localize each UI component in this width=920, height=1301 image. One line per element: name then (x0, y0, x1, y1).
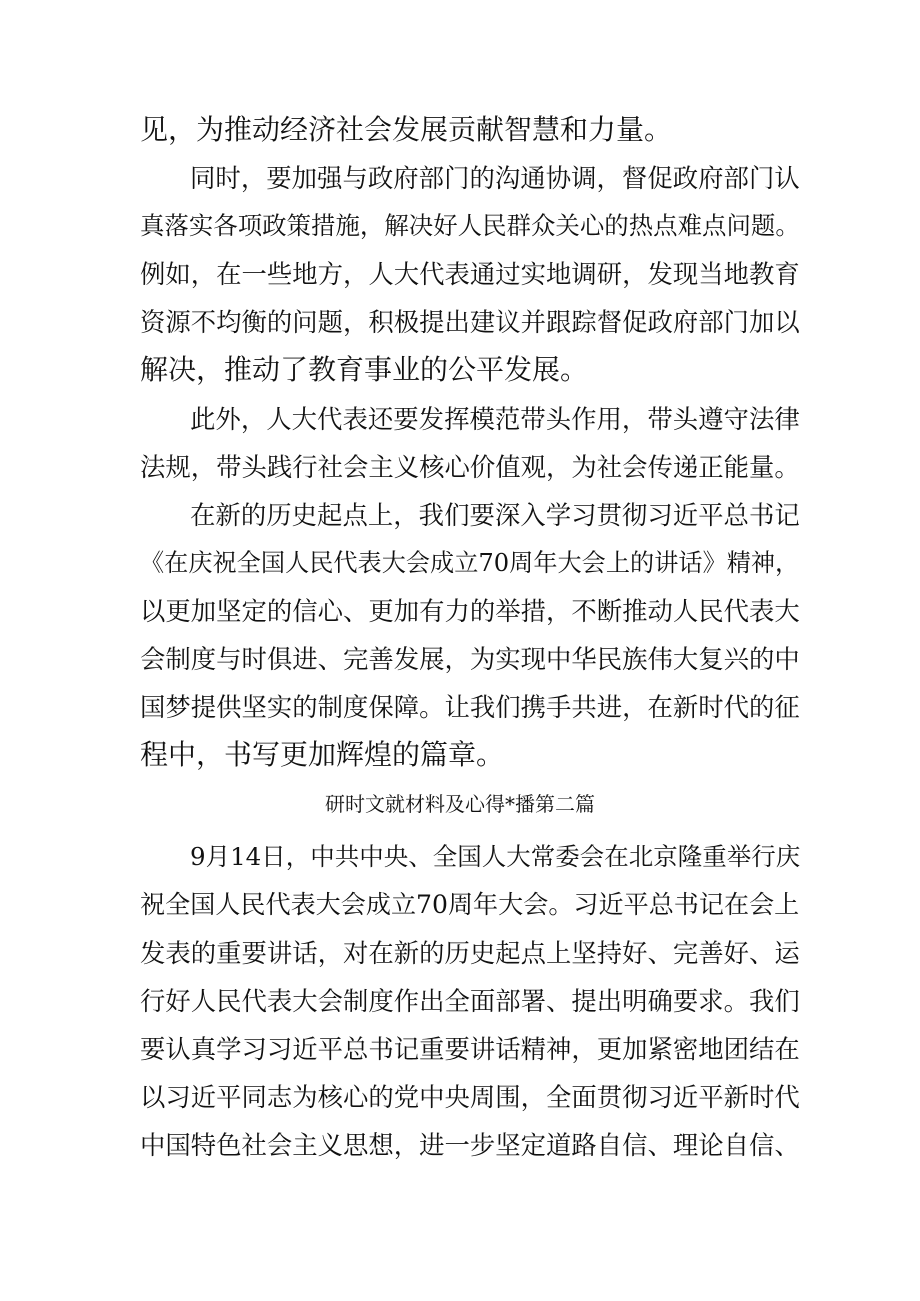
paragraph-line: 9月14日，中共中央、全国人大常委会在北京隆重举行庆 (190, 842, 801, 871)
paragraph-line: 真落实各项政策措施，解决好人民群众关心的热点难点问题。 (140, 211, 800, 240)
paragraph-line: 资源不均衡的问题，积极提出建议并跟踪督促政府部门加以 (140, 307, 800, 337)
paragraph-line: 在新的历史起点上，我们要深入学习贯彻习近平总书记 (190, 500, 800, 530)
paragraph-line: 以习近平同志为核心的党中央周围，全面贯彻习近平新时代 (140, 1082, 800, 1112)
paragraph-line: 祝全国人民代表大会成立70周年大会。习近平总书记在会上 (140, 890, 800, 919)
paragraph-line: 中国特色社会主义思想，进一步坚定道路自信、理论自信、 (140, 1130, 800, 1160)
section-heading: 研时文就材料及心得*播第二篇 (325, 792, 595, 816)
paragraph-line: 行好人民代表大会制度作出全面部署、提出明确要求。我们 (140, 986, 800, 1016)
paragraph-line: 例如，在一些地方，人大代表通过实地调研，发现当地教育 (140, 259, 800, 289)
paragraph-line: 会制度与时俱进、完善发展，为实现中华民族伟大复兴的中 (140, 644, 800, 674)
paragraph-line: 发表的重要讲话，对在新的历史起点上坚持好、完善好、运 (140, 938, 800, 968)
paragraph-line: 法规，带头践行社会主义核心价值观，为社会传递正能量。 (140, 452, 800, 482)
paragraph-line: 见，为推动经济社会发展贡献智慧和力量。 (140, 113, 673, 146)
paragraph-line: 同时，要加强与政府部门的沟通协调，督促政府部门认 (190, 163, 800, 193)
paragraph-line: 以更加坚定的信心、更加有力的举措，不断推动人民代表大 (140, 596, 800, 626)
paragraph-line: 解决，推动了教育事业的公平发展。 (140, 353, 589, 386)
paragraph-line: 此外，人大代表还要发挥模范带头作用，带头遵守法律 (190, 404, 800, 434)
paragraph-line: 要认真学习习近平总书记重要讲话精神，更加紧密地团结在 (140, 1034, 800, 1064)
paragraph-line: 程中，书写更加辉煌的篇章。 (140, 738, 505, 771)
paragraph-line: 《在庆祝全国人民代表大会成立70周年大会上的讲话》精神， (140, 549, 800, 577)
paragraph-line: 国梦提供坚实的制度保障。让我们携手共进，在新时代的征 (140, 692, 800, 722)
